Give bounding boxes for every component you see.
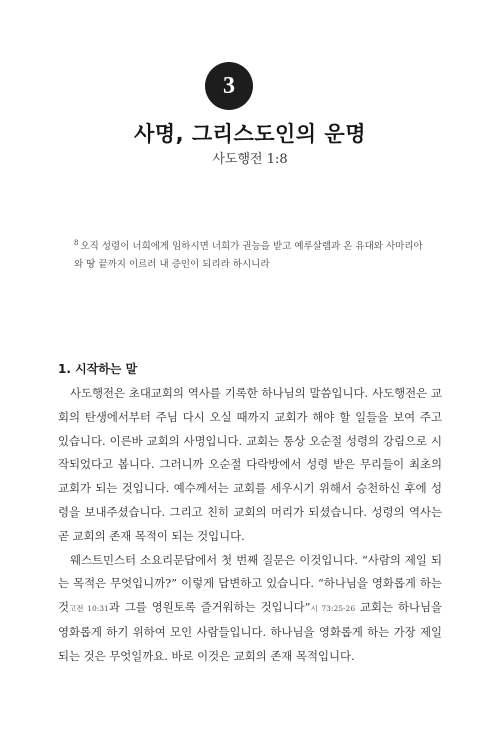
- epigraph-line-1-text: 오직 성령이 너희에게 임하시면 너희가 권능을 받고 예루살렘과 온 유대와 사마리아: [80, 241, 423, 253]
- chapter-number: 3: [223, 72, 235, 99]
- body-paragraph-1: 사도행전은 초대교회의 역사를 기록한 하나님의 말씀입니다. 사도행전은 교회의 탄생에서부터 주님 다시 오실 때까지 교회가 해야 할 일들을 보여 주고 있습니다. 이른바 교회의 사명입니다. 교회는 통상 오순절 성령의 강림으로 시작되었다고 봅니다. 그러니까 오순절 다락방에서 성령 받은 무리들이 최초의 교회가 되는 것입니다. 예수께서는 교회를 세우시기 위해서 승천하신 후에 성령을 보내주셨습니다. 그리고 친히 교회의 머리가 되셨습니다. 성령의 역사는 곧 교회의 존재 목적이 되는 것입니다.: [58, 386, 442, 543]
- epigraph-verse-number: 8: [74, 239, 79, 247]
- scripture-ref-2: 시 73:25-26: [310, 604, 356, 614]
- epigraph-verse: [74, 234, 434, 274]
- epigraph-line-2: 와 땅 끝까지 이르러 내 증인이 되리라 하시니라: [74, 259, 270, 271]
- paragraph-2-part-c: 교회는 하나님을 영화롭게 하기 위하여 모인 사람들입니다. 하나님을 영화롭게 하는 가장 제일 되는 것은 무엇일까요. 바로 이것은 교회의 존재 목적입니다.: [58, 600, 442, 663]
- section-heading: 1. 시작하는 말: [58, 362, 138, 376]
- paragraph-2-part-a: 웨스트민스터 소요리문답에서 첫 번째 질문은 이것입니다. “사람의 제일 되는 목적은 무엇입니까?” 이렇게 답변하고 있습니다. “하나님을 영화롭게 하는 것: [58, 552, 442, 615]
- chapter-number-badge: [205, 62, 253, 110]
- body-paragraph-2: [58, 549, 442, 669]
- chapter-title: 사명, 그리스도인의 운명: [134, 122, 366, 146]
- scripture-ref-1: 고전 10:31: [69, 604, 109, 614]
- body-text: [58, 382, 442, 669]
- paragraph-2-part-b: 과 그를 영원토록 즐거워하는 것입니다”: [108, 600, 311, 615]
- epigraph-line-1: [74, 234, 434, 256]
- chapter-scripture-reference: 사도행전 1:8: [212, 152, 288, 167]
